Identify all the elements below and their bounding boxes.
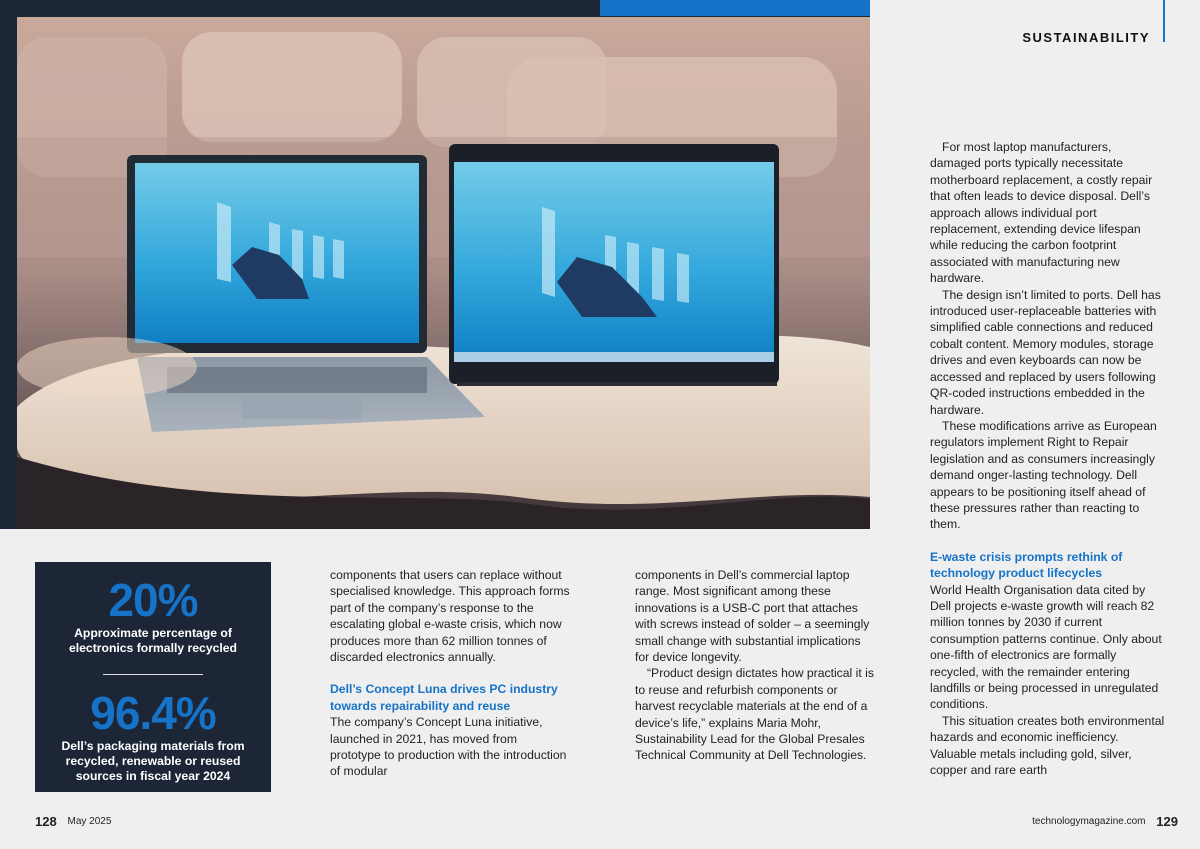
stat-divider [103,674,203,675]
article-column-1 [330,567,570,780]
stat-label-recycled: Approximate percentage of electronics formally recycled [68,626,237,655]
article-column-3 [930,139,1165,778]
section-rule [1163,0,1165,42]
paragraph: For most laptop manufacturers, damaged ports typically necessitate motherboard replacement, a costly repair that often leads to device disposal. Dell’s approach allows individual port replacement, extending device lifespan while reducing the carbon footprint associated with manufacturing new hardware. [930,140,1153,286]
issue-date: May 2025 [67,816,112,827]
stat-value-recycled: 20% [108,574,198,626]
paragraph: components in Dell’s commercial laptop range. Most significant among these innovations is a USB-C port that attaches with screws instead of solder – a seemingly small change with substantial implications for device longevity. [635,568,870,665]
article-column-2 [635,567,875,764]
hero-photo-laptops [17,17,870,529]
paragraph: components that users can replace without specialised knowledge. This approach forms part of the company’s response to the escalating global e-waste crisis, which now produces more than 62 million tonnes of discarded electronics annually. [330,568,570,665]
paragraph: These modifications arrive as European regulators implement Right to Repair legislation and as consumers increasingly demand onger-lasting technology. Dell appears to be positioning itself ahead of these pressures rather than reacting to them. [930,418,1157,532]
site-url[interactable]: technologymagazine.com [1032,816,1146,827]
subheading-concept-luna: Dell’s Concept Luna drives PC industry towards repairability and reuse [330,682,558,713]
subheading-e-waste: E-waste crisis prompts rethink of technology product lifecycles [930,549,1123,581]
page-number-left: 128 [35,814,57,829]
top-accent-strip [600,0,870,16]
paragraph: World Health Organisation data cited by Dell projects e-waste growth will reach 82 million tonnes by 2030 if current consumption patterns continue. Only about one-fifth of electronics are formally recycled, with the remainder entering landfills or being processed in unregulated conditions. [930,582,1162,712]
stat-value-packaging: 96.4% [90,687,216,739]
photo-icon [17,17,870,529]
footer-left [35,814,111,829]
paragraph: This situation creates both environmental hazards and economic inefficiency. Valuable metals including gold, silver, copper and rare earth [930,713,1165,778]
stats-panel [35,562,271,792]
section-label: SUSTAINABILITY [1022,30,1150,45]
paragraph: The company’s Concept Luna initiative, launched in 2021, has moved from prototype to production with the introduction of modular [330,715,567,779]
page-number-right: 129 [1156,814,1178,829]
paragraph: The design isn’t limited to ports. Dell has introduced user-replaceable batteries with simplified cable connections and reduced cobalt content. Memory modules, storage drives and even keyboards can now be accessed and replaced by users following QR-coded instructions embedded in the hardware. [930,287,1161,417]
footer-right [1032,814,1178,829]
stat-label-packaging: Dell’s packaging materials from recycled, renewable or reused sources in fiscal year 2024 [61,739,245,783]
paragraph-quote: “Product design dictates how practical it is to reuse and refurbish components or harvest recyclable materials at the end of a device’s life,” explains Maria Mohr, Sustainability Lead for the Global Presales Technical Community at Dell Technologies. [635,666,874,763]
